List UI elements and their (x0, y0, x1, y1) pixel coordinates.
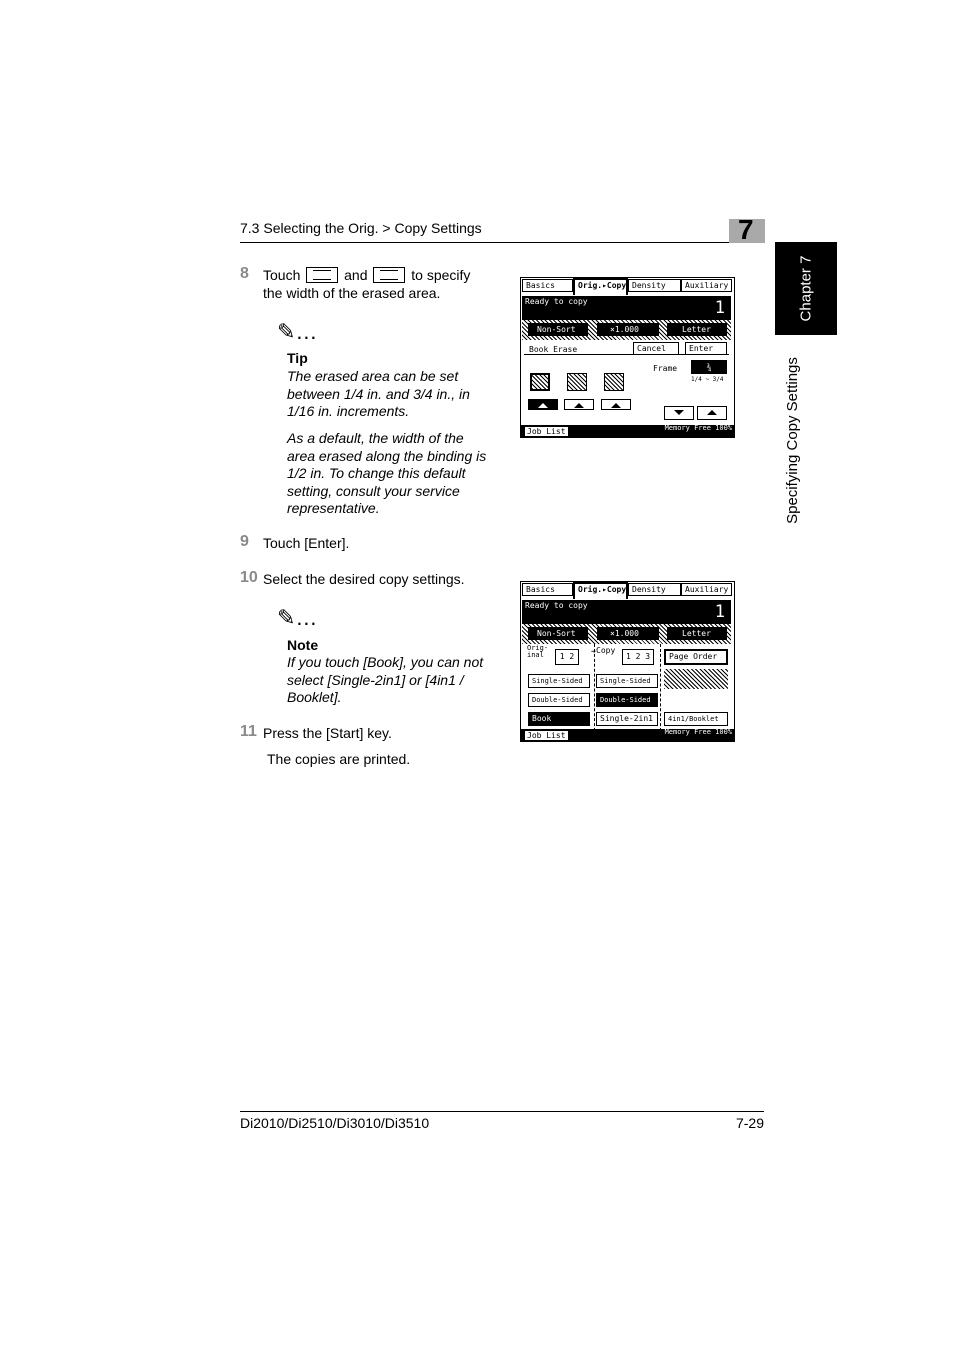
tab-density[interactable]: Density (628, 583, 681, 596)
copy-label: Copy (596, 646, 616, 655)
booklet-button[interactable]: 4in1/Booklet (664, 712, 728, 726)
status-bar (522, 296, 731, 320)
scroll-up-button-icon (373, 267, 405, 283)
non-sort-button[interactable]: Non-Sort (528, 323, 588, 336)
copier-screen-orig-copy (520, 581, 735, 742)
mode-title: Book Erase (529, 345, 578, 354)
copy-sides-icon: 1 2 3 (622, 649, 654, 665)
tip-paragraph-1: The erased area can be set between 1/4 in. and 3/4 in., in 1/16 in. increments. (287, 368, 470, 419)
frame-center-erase-icon[interactable] (604, 373, 624, 391)
original-label: Orig-inal (527, 644, 549, 659)
frame-label: Frame (653, 364, 678, 373)
screen-footer-bar (521, 729, 734, 741)
page-number: 7-29 (735, 1115, 764, 1131)
status-text: Ready to copy (525, 297, 588, 306)
tip-paragraph-2: As a default, the width of the area erased along the binding is 1/2 in. To change this default setting, consult your service representative. (287, 430, 487, 516)
zoom-ratio-button[interactable]: ×1.000 (597, 627, 659, 640)
step-number: 10 (240, 569, 258, 586)
screen-footer-bar (521, 425, 734, 437)
original-double-sided-button[interactable]: Double-Sided (528, 693, 590, 707)
range-label: 1/4 ~ 3/4 (691, 376, 724, 383)
tab-basics[interactable]: Basics (522, 279, 573, 292)
step-8-text: Touch and to specify the width of the erased area. (263, 267, 471, 301)
copy-single-sided-button[interactable]: Single-Sided (596, 674, 658, 688)
arrow-icon: ➜ (591, 647, 596, 656)
step-10-text: Select the desired copy settings. (263, 571, 465, 587)
copy-count: 1 (714, 298, 725, 318)
pencil-icon: ✎… (277, 319, 318, 344)
decrease-width-button[interactable] (664, 406, 694, 420)
zoom-ratio-button[interactable]: ×1.000 (597, 323, 659, 336)
running-header: 7.3 Selecting the Orig. > Copy Settings (240, 220, 482, 236)
note-heading: Note (287, 637, 319, 653)
select-up-arrow-button[interactable] (601, 399, 631, 410)
cancel-button[interactable]: Cancel (633, 342, 679, 355)
section-side-label: Specifying Copy Settings (783, 356, 801, 524)
step-11-result: The copies are printed. (267, 751, 411, 767)
enter-button[interactable]: Enter (685, 342, 727, 355)
status-bar (522, 600, 731, 624)
screen-tabs (521, 582, 734, 598)
select-up-arrow-button[interactable] (564, 399, 594, 410)
screen-tabs (521, 278, 734, 294)
tab-auxiliary[interactable]: Auxiliary (681, 279, 732, 292)
increase-width-button[interactable] (697, 406, 727, 420)
step-9-text: Touch [Enter]. (263, 535, 350, 551)
tab-orig-copy[interactable]: Orig.▸Copy (573, 278, 628, 295)
disabled-area (664, 669, 728, 689)
copy-single-2in1-button[interactable]: Single-2in1 (596, 712, 658, 726)
step-number: 8 (240, 265, 249, 282)
pencil-icon: ✎… (277, 605, 318, 630)
footer-model-name: Di2010/Di2510/Di3010/Di3510 (240, 1115, 430, 1131)
original-single-sided-button[interactable]: Single-Sided (528, 674, 590, 688)
memory-indicator: Memory Free 100% (664, 424, 732, 432)
memory-indicator: Memory Free 100% (664, 728, 732, 736)
divider (660, 644, 662, 736)
step-11-text: Press the [Start] key. (263, 725, 392, 741)
header-rule (240, 242, 764, 243)
center-erase-icon[interactable] (567, 373, 587, 391)
original-sides-icon: 1 2 (555, 649, 579, 665)
step-number: 9 (240, 533, 249, 550)
scroll-down-button-icon (306, 267, 338, 283)
job-list-button[interactable]: Job List (524, 426, 569, 437)
status-text: Ready to copy (525, 601, 588, 610)
copy-double-sided-button[interactable]: Double-Sided (596, 693, 658, 707)
note-paragraph: If you touch [Book], you can not select [Single-2in1] or [4in1 / Booklet]. (287, 654, 484, 705)
step-number: 11 (240, 723, 257, 740)
non-sort-button[interactable]: Non-Sort (528, 627, 588, 640)
tab-basics[interactable]: Basics (522, 583, 573, 596)
copy-count: 1 (714, 602, 725, 622)
copier-screen-book-erase (520, 277, 735, 438)
paper-size-button[interactable]: Letter (667, 323, 727, 336)
chapter-number: 7 (738, 214, 754, 245)
paper-size-button[interactable]: Letter (667, 627, 727, 640)
original-book-button[interactable]: Book (528, 712, 590, 726)
tab-auxiliary[interactable]: Auxiliary (681, 583, 732, 596)
page-order-button[interactable]: Page Order (664, 649, 728, 665)
frame-value-display: ¾ (691, 360, 727, 374)
chapter-tab-label: Chapter 7 (797, 255, 815, 322)
tab-density[interactable]: Density (628, 279, 681, 292)
tip-heading: Tip (287, 350, 308, 366)
job-list-button[interactable]: Job List (524, 730, 569, 741)
tab-orig-copy[interactable]: Orig.▸Copy (573, 582, 628, 599)
footer-rule (240, 1111, 764, 1112)
frame-erase-icon[interactable] (530, 373, 550, 391)
select-up-arrow-button[interactable] (528, 399, 558, 410)
